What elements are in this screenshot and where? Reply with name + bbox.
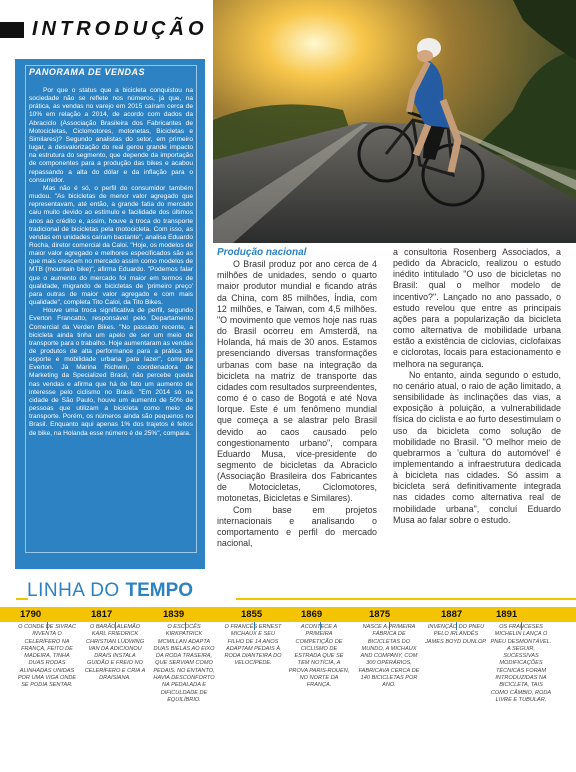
article-paragraph: a consultoria Rosenberg Associados, a pedido da Abraciclo, realizou o estudo inédito intitulado "O uso de bicicletas no Brasil: qual o melhor modelo de incentivo?". Lançado no ano passado, o estudo revelou que entre as principais ações para a popularização da bicicleta como alternativa de mobilidade urbana estão a existência de ciclovias, ciclofaixas e ciclorotas, locais para estacionamento e melhora na segurança. [393, 247, 561, 369]
timeline-event: O ESCOCÊS KIRKPATRICK MCMILLAN ADAPTA DUAS BIELAS AO EIXO DA RODA TRASEIRA, QUE SERVIAM COMO PEDAIS. NO ENTANTO, HAVIA DESCONFORTO NA PEDALADA E DIFICULDADE DE EQUILÍBRIO. [153, 624, 215, 703]
timeline-year: 1875 [369, 609, 391, 620]
timeline-title-bold: TEMPO [125, 580, 194, 601]
article-column-1 [217, 247, 377, 549]
article-paragraph: No entanto, ainda segundo o estudo, no cenário atual, o raio de ação limitado, a sensibilidade às inclinações das vias, a exposição à poluição, a vulnerabilidade física do ciclista e ao furto desestimulam o uso da bicicleta como solução de mobilidade no Brasil. "O melhor meio de quebrarmos a 'cultura do automóvel' é implementando a infraestrutura dedicada à bicicleta nas cidades. Só assim a bicicleta será definitivamente integrada nas cidades como alternativa real de mobilidade urbana", concluí Eduardo Musa ao falar sobre o estudo. [393, 369, 561, 525]
timeline-year: 1855 [241, 609, 263, 620]
timeline-event: ACONTECE A PRIMEIRA COMPETIÇÃO DE CICLISMO DE ESTRADA QUE SE TEM NOTÍCIA, A PROVA PARIS-ROUEN, NO NORTE DA FRANÇA. [288, 624, 350, 689]
timeline-event: NASCE A PRIMEIRA FÁBRICA DE BICICLETAS DO MUNDO, A MICHAUX AND COMPANY, COM 300 OPERÁRIOS, FABRICAVA CERCA DE 140 BICICLETAS POR ANO. [358, 624, 420, 689]
timeline-event: INVENÇÃO DO PNEU PELO IRLANDÊS JAMES BOYD DUNLOP. [425, 624, 487, 645]
panel-body [29, 87, 193, 438]
timeline-year: 1790 [20, 609, 42, 620]
sales-panel [15, 59, 205, 569]
panel-paragraph: Por que o status que a bicicleta conquistou na sociedade não se reflete nos números, já que, na prática, as vendas no varejo em 2015 caíram cerca de 10% em relação a 2014, de acordo com dados da Abraciclo (Associação Brasileira dos Fabricantes de Motocicletas, Ciclomotores, motonetas, Bicicletas e Similares)? Segundo analistas do setor, em primeiro lugar, a desvalorização do real gerou grande impacto na estrutura do segmento, que depende da importação de componentes para a produção das bikes e acabou repassando a alta do dólar e da inflação para o consumidor. [29, 87, 193, 184]
timeline-year: 1839 [163, 609, 185, 620]
timeline-event: O FRANCÊS ERNEST MICHAUX E SEU FILHO DE 14 ANOS ADAPTAM PEDAIS À RODA DIANTEIRA DO VELOCÍPEDE. [224, 624, 282, 667]
timeline-event: O BARÃO ALEMÃO KARL FRIEDRICK CHRISTIAN LUDWING VAN DA ADICIONOU DRAIS INSTALA GUIDÃO E FREIO NO CELERÍFERO E CRIA A DRAISIANA. [84, 624, 146, 682]
timeline-year: 1887 [441, 609, 463, 620]
timeline-year: 1869 [301, 609, 323, 620]
timeline-event: O CONDE DE SIVRAC INVENTA O CELERÍFERO NA FRANÇA, FEITO DE MADEIRA, TINHA DUAS RODAS ALINHADAS UNIDAS POR UMA VIGA ONDE SE PODIA SENTAR. [17, 624, 77, 689]
article-paragraph: Com base em projetos internacionais e analisando o comportamento e perfil do mercado nacional, [217, 504, 377, 549]
section-title: Produção nacional [217, 247, 307, 258]
article-paragraph: O Brasil produz por ano cerca de 4 milhões de unidades, sendo o quarto maior produtor mundial e ficando atrás da China, com 85 milhões, Índia, com 12 milhões, e Taiwan, com 4,5 milhões. "O movimento que vemos hoje nas ruas do Brasil ocorreu em Amsterdã, na Holanda, há mais de 30 anos. Estamos presenciando diversas transformações urbanas com base na integração da bicicleta na matriz de transporte das cidades com resultados surpreendentes, como é o caso de Bogotá e até Nova Iorque. Este é um fenômeno mundial que começa a se alastrar pelo Brasil devido ao caos causado pelo congestionamento urbano", compara Eduardo Musa, vice-presidente do segmento de bicicletas da Abraciclo (Associação Brasileira dos Fabricantes de Motocicletas, Ciclomotores, motonetas, Bicicletas e Similares). [217, 259, 377, 504]
page-header [0, 0, 210, 58]
header-accent-bar [0, 22, 24, 38]
timeline-event: OS FRANCESES MICHELIN LANÇA O PNEU DESMONTÁVEL. A SEGUIR, SUCESSIVAS MODIFICAÇÕES TÉCNICAS FORAM INTRODUZIDAS NA BICICLETA, TAIS COMO CÂMBIO, RODA LIVRE E TUBULAR. [490, 624, 552, 703]
timeline-title-thin: LINHA DO [27, 580, 126, 601]
cyclist-photo [213, 0, 576, 243]
panel-paragraph: Mas não é só, o perfil do consumidor também mudou. "As bicicletas de menor valor agregado que representavam, até então, a grande fatia do mercado caiu muito devido ao estímulo e facilidade dos últimos anos ao crédito e, assim, houve a troca do transporte tradicional de bicicletas pela motocicleta. Com isso, as vendas em unidades caíram bastante", analisa Eduardo Rocha, diretor comercial da Caloi. "Hoje, os modelos de maior valor agregado e melhores especificados são as que mais crescem no mercado assim como modelos de MTB (mountain bike)", afirma Eduardo. "Podemos falar que o aumento do mercado foi maior em termos de qualidade, migrando de bicicletas de 'primeiro preço' para outras de maior valor agregado e com mais qualidade", completa Tito Caloi, da Tito Bikes. [29, 184, 193, 307]
timeline-rule-right [236, 598, 576, 600]
panel-paragraph: Houve uma troca significativa de perfil, segundo Everton Francatto, responsável pelo Departamento Comercial da Verden Bikes. "No passado recente, a bicicleta ainda tinha um apelo de ser um meio de transporte para o trabalho. Hoje aumentaram as vendas de produtos de alta performance para a prática de esporte e mobilidade urbana para lazer", compara Everton. Já Marina Richwin, coordenadora de Marketing da Specialized Brasil, não percebe queda nas vendas e afirma que há de fato um aumento de interesse pelo ciclismo no Brasil. "Em 2014 só na cidade de São Paulo, houve um aumento de 50% de pessoas que utilizam a bicicleta como meio de transporte. Porém, os números ainda são pequenos no Brasil. Enquanto aqui apenas 1% dos trajetos é feitos de bike, na Holanda esse número é de 25%", compara. [29, 307, 193, 437]
timeline-year: 1817 [91, 609, 113, 620]
panel-title: PANORAMA DE VENDAS [29, 67, 146, 77]
timeline-year: 1891 [496, 609, 518, 620]
page-title: INTRODUÇÃO [32, 18, 208, 40]
timeline-title [27, 580, 193, 602]
timeline-bar [0, 607, 576, 622]
article-column-2 [393, 247, 561, 526]
